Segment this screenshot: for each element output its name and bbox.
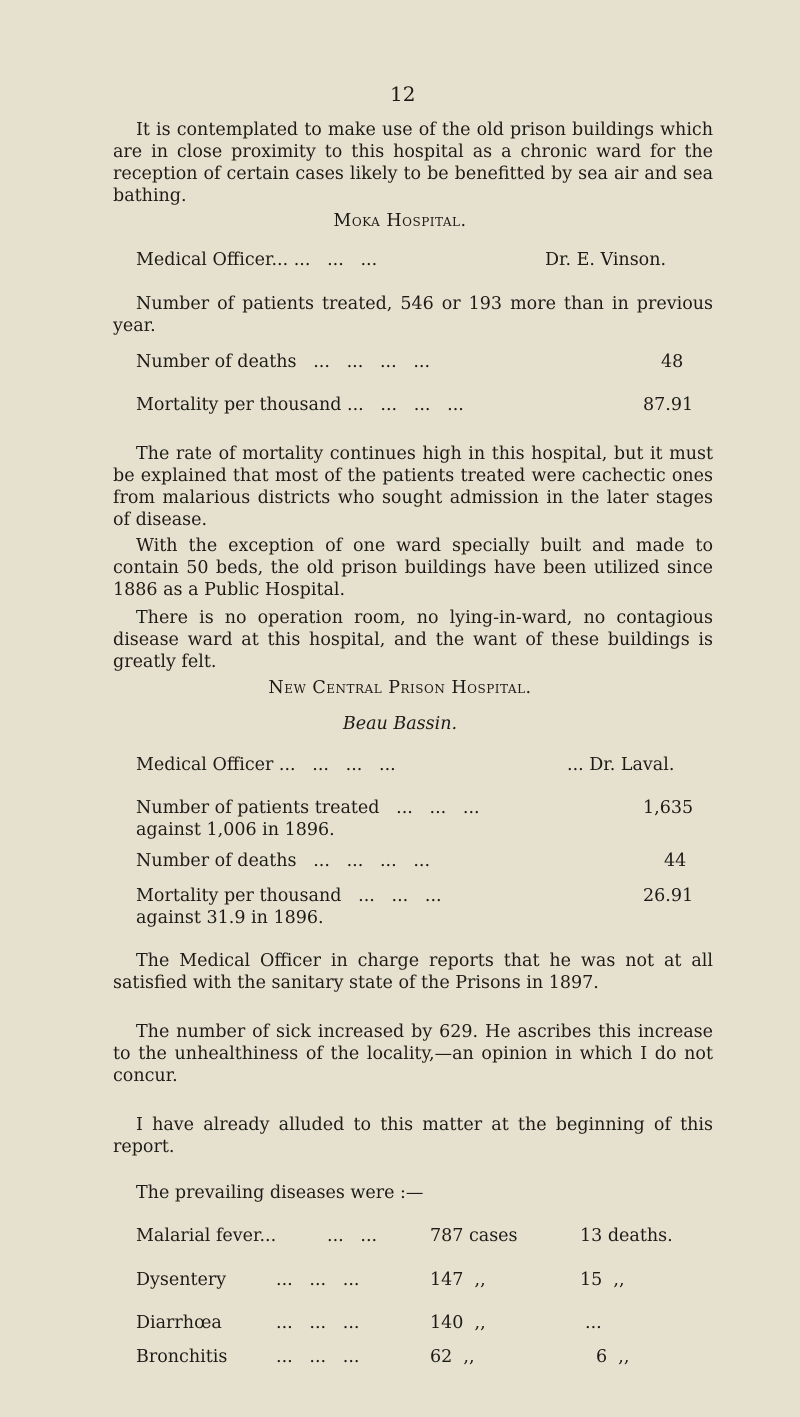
moka-deaths-value: 48: [661, 352, 684, 372]
prison-patients-label: Number of patients treated ... ... ...: [136, 798, 480, 818]
moka-deaths-label: Number of deaths ... ... ... ...: [136, 352, 431, 372]
diseases-intro: The prevailing diseases were :—: [136, 1183, 424, 1203]
disease-dots: ... ... ...: [276, 1270, 360, 1290]
prison-patients-note: against 1,006 in 1896.: [136, 820, 335, 840]
prison-mortality-label: Mortality per thousand ... ... ...: [136, 886, 442, 906]
page-number: 12: [390, 82, 416, 106]
prison-paragraph-1: The Medical Officer in charge reports that he was not at all satisfied with the sanitary state of the Prisons in 1897.: [113, 951, 713, 993]
disease-dots: ... ... ...: [276, 1347, 360, 1367]
moka-mortality-label: Mortality per thousand ... ... ... ...: [136, 395, 464, 415]
disease-deaths: 13 deaths.: [580, 1226, 673, 1246]
disease-cases: 62 ,,: [430, 1347, 475, 1367]
prison-mortality-note: against 31.9 in 1896.: [136, 908, 324, 928]
disease-deaths: 15 ,,: [580, 1270, 625, 1290]
prison-officer-value: ... Dr. Laval.: [567, 755, 675, 775]
disease-name: Malarial fever...: [136, 1226, 277, 1246]
prison-deaths-value: 44: [664, 851, 687, 871]
moka-officer-label: Medical Officer... ... ... ...: [136, 250, 378, 270]
moka-paragraph-1: The rate of mortality continues high in this hospital, but it must be explained that most of the patients treated were cachectic ones from malarious districts who sought admission in the later stages of disease.: [113, 444, 713, 530]
prison-paragraph-2: The number of sick increased by 629. He ascribes this increase to the unhealthiness of the locality,—an opinion in which I do not concur.: [113, 1022, 713, 1086]
disease-dots: ... ...: [327, 1226, 378, 1246]
disease-cases: 147 ,,: [430, 1270, 486, 1290]
disease-name: Bronchitis: [136, 1347, 228, 1367]
disease-name: Diarrhœa: [136, 1313, 222, 1333]
intro-paragraph: It is contemplated to make use of the old prison buildings which are in close proximity to this hospital as a chronic ward for the reception of certain cases likely to be benefitted by sea air and sea bathing.: [113, 120, 713, 206]
moka-mortality-value: 87.91: [643, 395, 694, 415]
moka-patients-text: Number of patients treated, 546 or 193 more than in previous year.: [113, 294, 713, 336]
moka-paragraph-2: With the exception of one ward specially built and made to contain 50 beds, the old prison buildings have been utilized since 1886 as a Public Hospital.: [113, 536, 713, 600]
prison-deaths-label: Number of deaths ... ... ... ...: [136, 851, 431, 871]
moka-paragraph-3: There is no operation room, no lying-in-ward, no contagious disease ward at this hospital, and the want of these buildings is greatly felt.: [113, 608, 713, 672]
disease-cases: 140 ,,: [430, 1313, 486, 1333]
prison-paragraph-3: I have already alluded to this matter at the beginning of this report.: [113, 1115, 713, 1157]
moka-officer-value: Dr. E. Vinson.: [545, 250, 667, 270]
disease-deaths: 6 ,,: [596, 1347, 630, 1367]
disease-dots: ... ... ...: [276, 1313, 360, 1333]
prison-officer-label: Medical Officer ... ... ... ...: [136, 755, 396, 775]
prison-subheading: Beau Bassin.: [342, 714, 458, 734]
disease-cases: 787 cases: [430, 1226, 518, 1246]
disease-name: Dysentery: [136, 1270, 227, 1290]
prison-patients-value: 1,635: [643, 798, 694, 818]
prison-heading: New Central Prison Hospital.: [268, 678, 532, 698]
moka-heading: Moka Hospital.: [333, 211, 467, 231]
disease-deaths: ...: [585, 1313, 602, 1333]
prison-mortality-value: 26.91: [643, 886, 694, 906]
